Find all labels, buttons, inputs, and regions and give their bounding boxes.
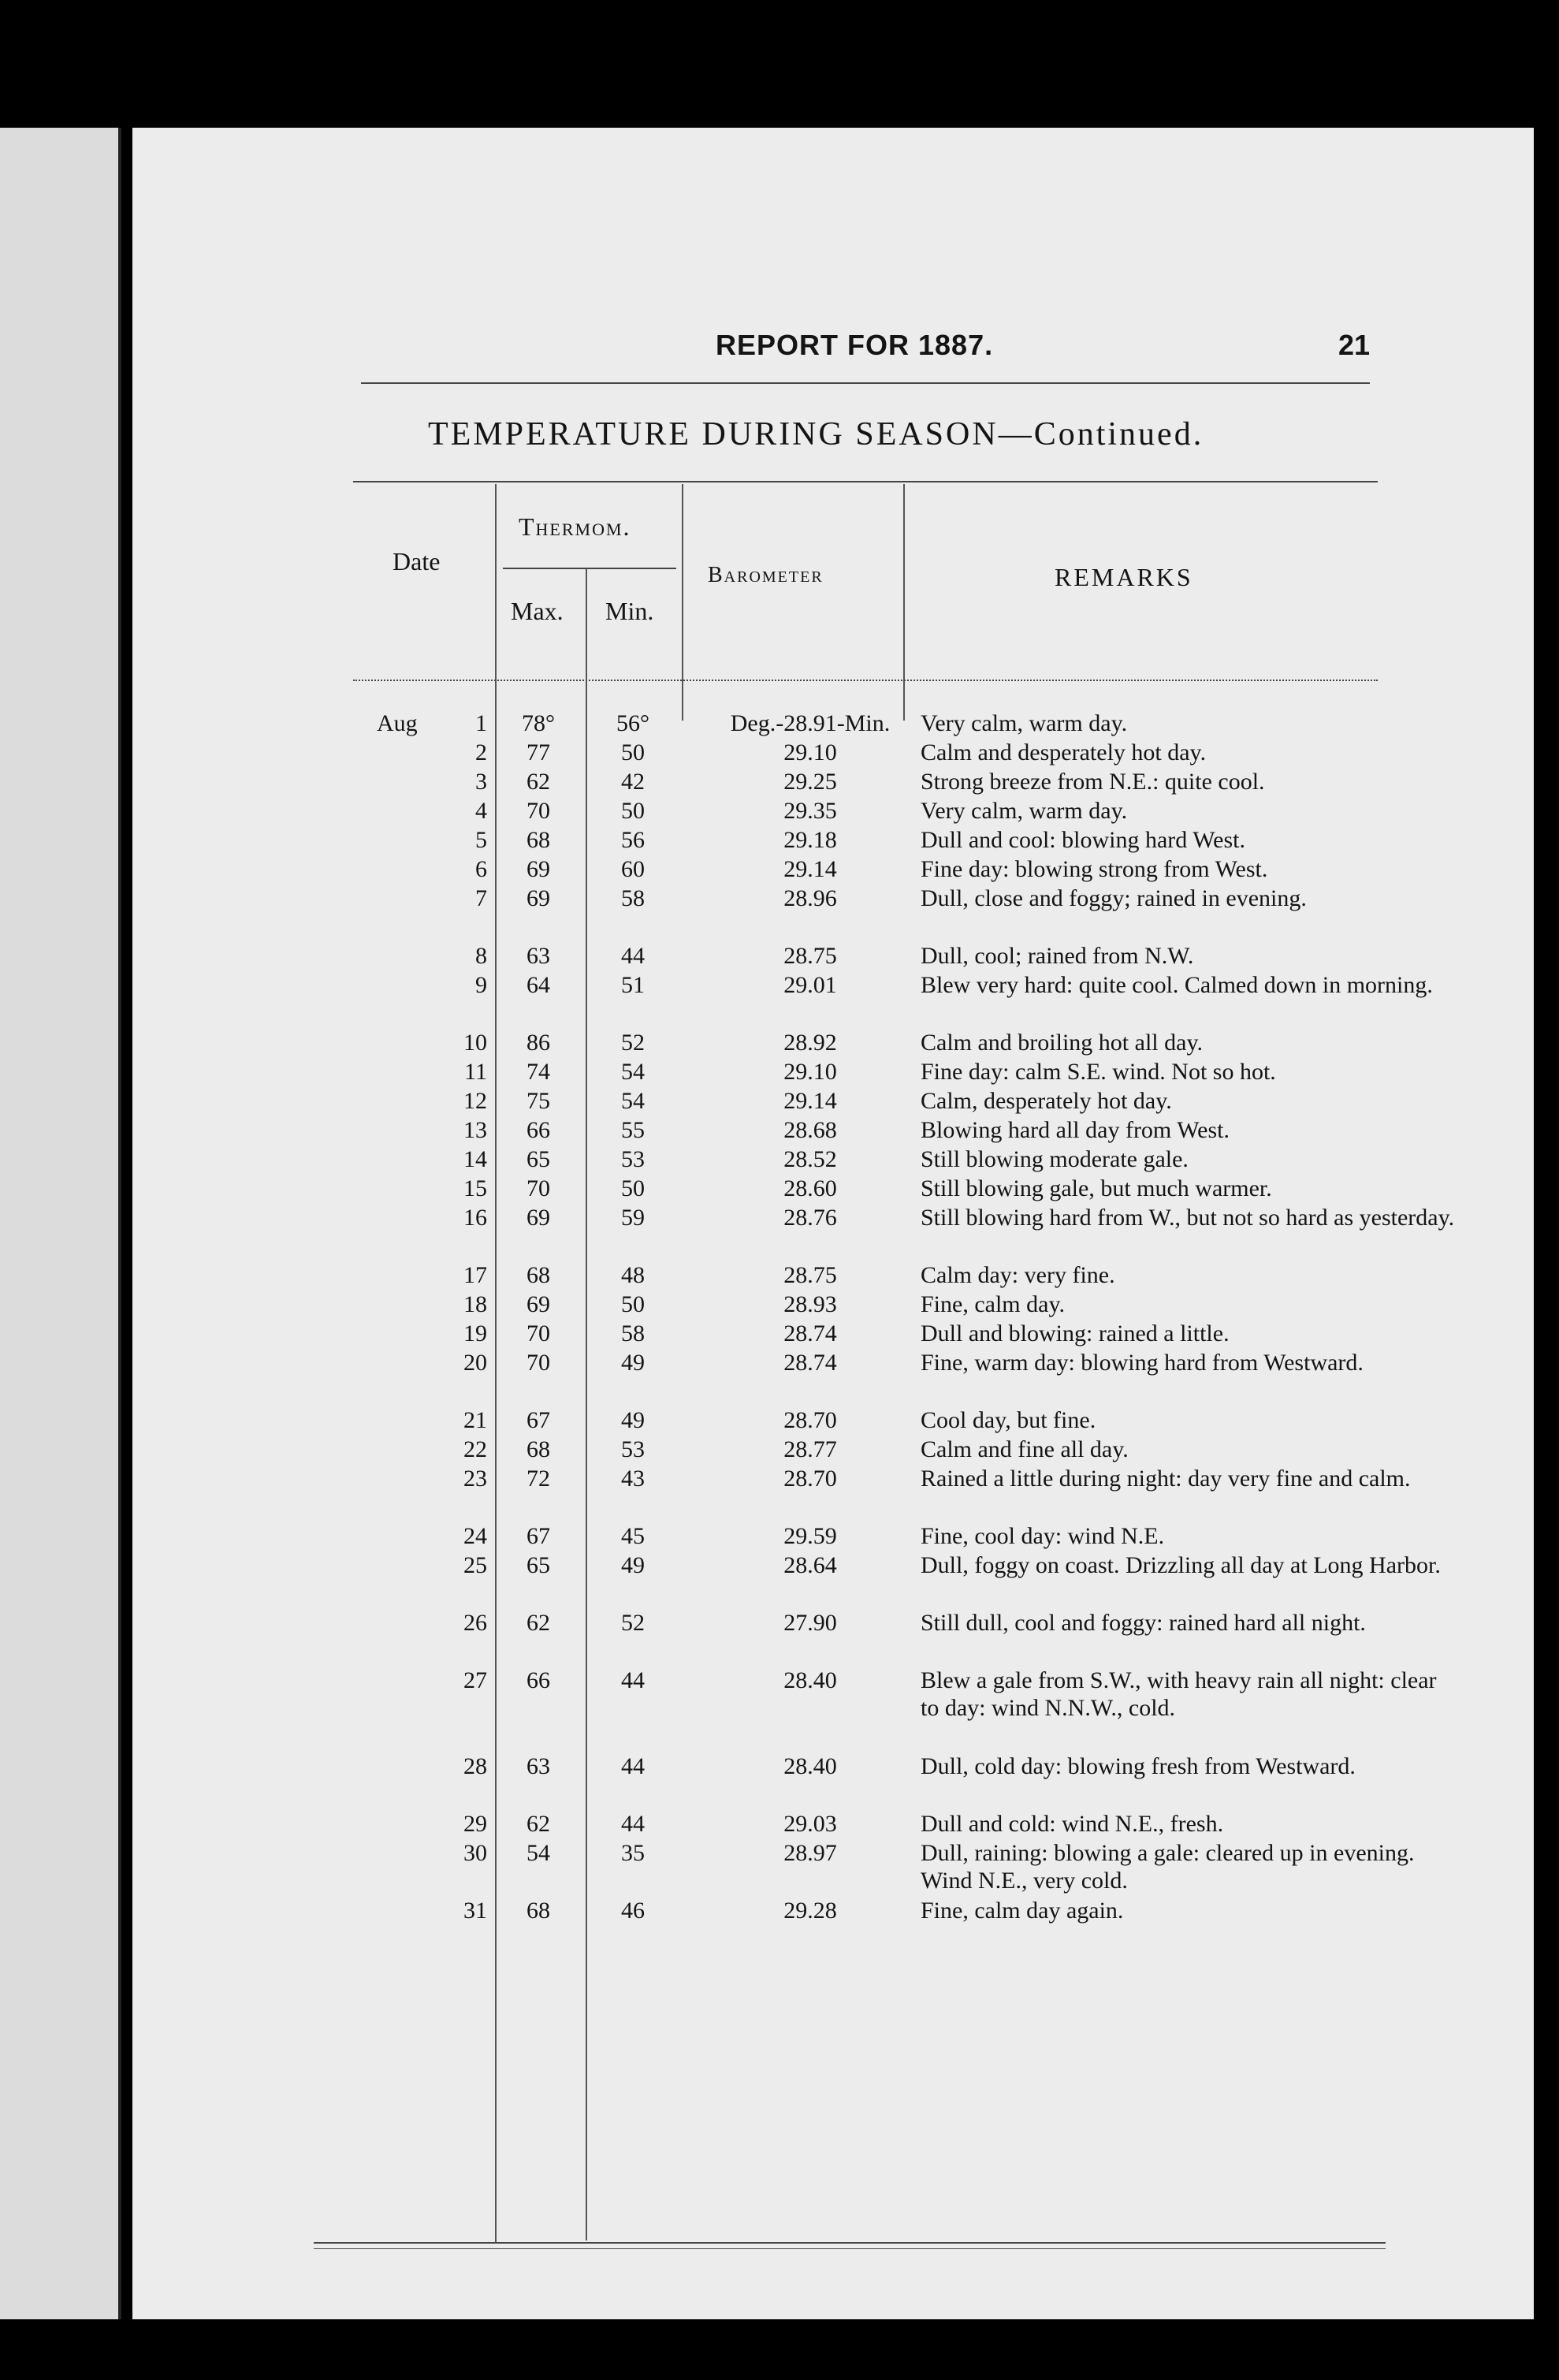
max-temp-cell: 86 bbox=[526, 1030, 550, 1056]
min-temp-cell: 50 bbox=[621, 1291, 645, 1317]
barometer-cell: 29.25 bbox=[783, 769, 837, 795]
remarks-cell: Fine day: calm S.E. wind. Not so hot. bbox=[921, 1059, 1276, 1085]
remarks-cell: Very calm, warm day. bbox=[921, 798, 1128, 824]
barometer-cell: 29.10 bbox=[783, 739, 837, 765]
min-temp-cell: 49 bbox=[621, 1407, 645, 1433]
remarks-cell: Dull, foggy on coast. Drizzling all day at Long Harbor. bbox=[921, 1552, 1441, 1578]
min-temp-cell: 52 bbox=[621, 1610, 645, 1636]
day-cell: 28 bbox=[463, 1753, 487, 1779]
table-row bbox=[132, 1465, 1534, 1499]
barometer-cell: 28.40 bbox=[783, 1753, 837, 1779]
max-temp-cell: 69 bbox=[526, 856, 550, 882]
barometer-cell: 28.76 bbox=[783, 1205, 837, 1231]
max-temp-cell: 69 bbox=[526, 1291, 550, 1317]
min-temp-cell: 43 bbox=[621, 1466, 645, 1492]
max-temp-cell: 70 bbox=[526, 1175, 550, 1201]
max-temp-cell: 70 bbox=[526, 1320, 550, 1346]
barometer-cell: 29.01 bbox=[783, 972, 837, 998]
column-header-remarks: REMARKS bbox=[1055, 563, 1193, 591]
day-cell: 30 bbox=[463, 1840, 487, 1866]
day-cell: 5 bbox=[475, 827, 487, 853]
min-temp-cell: 49 bbox=[621, 1350, 645, 1376]
max-temp-cell: 69 bbox=[526, 885, 550, 911]
month-label: Aug bbox=[377, 710, 418, 736]
day-cell: 19 bbox=[463, 1320, 487, 1346]
barometer-cell: 28.40 bbox=[783, 1667, 837, 1693]
barometer-cell: 27.90 bbox=[783, 1610, 837, 1636]
min-temp-cell: 58 bbox=[621, 885, 645, 911]
column-header-min: Min. bbox=[605, 597, 654, 625]
barometer-cell: Deg.-28.91-Min. bbox=[730, 710, 891, 736]
remarks-cell: Fine, cool day: wind N.E. bbox=[921, 1523, 1165, 1549]
min-temp-cell: 49 bbox=[621, 1552, 645, 1578]
table-row bbox=[132, 1609, 1534, 1644]
max-temp-cell: 66 bbox=[526, 1667, 550, 1693]
max-temp-cell: 68 bbox=[526, 827, 550, 853]
remarks-cell: Fine, warm day: blowing hard from Westward. bbox=[921, 1350, 1364, 1376]
day-cell: 17 bbox=[463, 1262, 487, 1288]
remarks-cell: Blew a gale from S.W., with heavy rain all night: clear to day: wind N.N.W., cold. bbox=[921, 1667, 1437, 1721]
day-cell: 26 bbox=[463, 1610, 487, 1636]
document-page bbox=[132, 128, 1534, 2319]
barometer-cell: 28.93 bbox=[783, 1291, 837, 1317]
max-temp-cell: 66 bbox=[526, 1117, 550, 1143]
remarks-cell: Dull, close and foggy; rained in evening. bbox=[921, 885, 1307, 911]
remarks-cell: Blew very hard: quite cool. Calmed down in morning. bbox=[921, 972, 1433, 998]
min-temp-cell: 44 bbox=[621, 1811, 645, 1837]
remarks-cell: Fine day: blowing strong from West. bbox=[921, 856, 1268, 882]
day-cell: 8 bbox=[475, 943, 487, 969]
day-cell: 16 bbox=[463, 1205, 487, 1231]
day-cell: 20 bbox=[463, 1350, 487, 1376]
table-bottom-rule bbox=[314, 2242, 1386, 2244]
day-cell: 31 bbox=[463, 1898, 487, 1924]
remarks-cell: Rained a little during night: day very fine and calm. bbox=[921, 1466, 1411, 1492]
table-row bbox=[132, 1204, 1534, 1238]
day-cell: 14 bbox=[463, 1146, 487, 1172]
thermom-subheader-rule bbox=[503, 568, 676, 569]
barometer-cell: 28.74 bbox=[783, 1320, 837, 1346]
barometer-cell: 28.75 bbox=[783, 943, 837, 969]
day-cell: 22 bbox=[463, 1436, 487, 1462]
min-temp-cell: 51 bbox=[621, 972, 645, 998]
max-temp-cell: 74 bbox=[526, 1059, 550, 1085]
barometer-cell: 28.96 bbox=[783, 885, 837, 911]
day-cell: 24 bbox=[463, 1523, 487, 1549]
remarks-cell: Still blowing hard from W., but not so hard as yesterday. bbox=[921, 1205, 1455, 1231]
max-temp-cell: 64 bbox=[526, 972, 550, 998]
min-temp-cell: 44 bbox=[621, 1667, 645, 1693]
barometer-cell: 28.92 bbox=[783, 1030, 837, 1056]
min-temp-cell: 53 bbox=[621, 1436, 645, 1462]
max-temp-cell: 69 bbox=[526, 1205, 550, 1231]
day-cell: 23 bbox=[463, 1466, 487, 1492]
min-temp-cell: 54 bbox=[621, 1059, 645, 1085]
barometer-cell: 29.18 bbox=[783, 827, 837, 853]
max-temp-cell: 67 bbox=[526, 1523, 550, 1549]
day-cell: 12 bbox=[463, 1088, 487, 1114]
remarks-cell: Dull, cool; rained from N.W. bbox=[921, 943, 1194, 969]
max-temp-cell: 78° bbox=[522, 710, 555, 736]
barometer-cell: 29.10 bbox=[783, 1059, 837, 1085]
barometer-cell: 28.75 bbox=[783, 1262, 837, 1288]
remarks-cell: Calm and desperately hot day. bbox=[921, 739, 1207, 765]
header-bottom-rule bbox=[353, 680, 1378, 681]
remarks-cell: Dull and cool: blowing hard West. bbox=[921, 827, 1245, 853]
min-temp-cell: 60 bbox=[621, 856, 645, 882]
day-cell: 11 bbox=[464, 1059, 487, 1085]
column-divider-thermom bbox=[682, 484, 683, 721]
min-temp-cell: 53 bbox=[621, 1146, 645, 1172]
max-temp-cell: 68 bbox=[526, 1262, 550, 1288]
remarks-cell: Calm day: very fine. bbox=[921, 1262, 1115, 1288]
max-temp-cell: 62 bbox=[526, 1610, 550, 1636]
min-temp-cell: 50 bbox=[621, 798, 645, 824]
table-row bbox=[132, 1349, 1534, 1384]
column-divider-barometer bbox=[903, 484, 905, 721]
max-temp-cell: 67 bbox=[526, 1407, 550, 1433]
barometer-cell: 28.60 bbox=[783, 1175, 837, 1201]
day-cell: 10 bbox=[463, 1030, 487, 1056]
min-temp-cell: 58 bbox=[621, 1320, 645, 1346]
min-temp-cell: 52 bbox=[621, 1030, 645, 1056]
day-cell: 2 bbox=[475, 739, 487, 765]
barometer-cell: 28.70 bbox=[783, 1466, 837, 1492]
running-header: REPORT FOR 1887. bbox=[716, 329, 994, 361]
day-cell: 21 bbox=[463, 1407, 487, 1433]
max-temp-cell: 68 bbox=[526, 1898, 550, 1924]
barometer-cell: 28.70 bbox=[783, 1407, 837, 1433]
max-temp-cell: 72 bbox=[526, 1466, 550, 1492]
min-temp-cell: 44 bbox=[621, 943, 645, 969]
day-cell: 18 bbox=[463, 1291, 487, 1317]
column-header-max: Max. bbox=[511, 597, 564, 625]
remarks-cell: Dull and cold: wind N.E., fresh. bbox=[921, 1811, 1224, 1837]
remarks-cell: Calm, desperately hot day. bbox=[921, 1088, 1172, 1114]
max-temp-cell: 62 bbox=[526, 769, 550, 795]
min-temp-cell: 54 bbox=[621, 1088, 645, 1114]
remarks-cell: Cool day, but fine. bbox=[921, 1407, 1096, 1433]
barometer-cell: 28.64 bbox=[783, 1552, 837, 1578]
remarks-cell: Dull, cold day: blowing fresh from Westward. bbox=[921, 1753, 1356, 1779]
table-row bbox=[132, 1551, 1534, 1586]
barometer-cell: 28.74 bbox=[783, 1350, 837, 1376]
min-temp-cell: 44 bbox=[621, 1753, 645, 1779]
barometer-cell: 29.28 bbox=[783, 1898, 837, 1924]
remarks-cell: Calm and broiling hot all day. bbox=[921, 1030, 1203, 1056]
remarks-cell: Dull and blowing: rained a little. bbox=[921, 1320, 1230, 1346]
header-rule bbox=[361, 382, 1370, 384]
page-number: 21 bbox=[1338, 329, 1371, 361]
remarks-cell: Blowing hard all day from West. bbox=[921, 1117, 1230, 1143]
remarks-cell: Calm and fine all day. bbox=[921, 1436, 1129, 1462]
min-temp-cell: 56° bbox=[616, 710, 649, 736]
remarks-cell: Still blowing gale, but much warmer. bbox=[921, 1175, 1272, 1201]
day-cell: 6 bbox=[475, 856, 487, 882]
table-row bbox=[132, 1752, 1534, 1787]
max-temp-cell: 65 bbox=[526, 1146, 550, 1172]
day-cell: 29 bbox=[463, 1811, 487, 1837]
min-temp-cell: 45 bbox=[621, 1523, 645, 1549]
day-cell: 9 bbox=[475, 972, 487, 998]
day-cell: 27 bbox=[463, 1667, 487, 1693]
barometer-cell: 29.03 bbox=[783, 1811, 837, 1837]
min-temp-cell: 46 bbox=[621, 1898, 645, 1924]
min-temp-cell: 55 bbox=[621, 1117, 645, 1143]
barometer-cell: 29.35 bbox=[783, 798, 837, 824]
remarks-cell: Still blowing moderate gale. bbox=[921, 1146, 1189, 1172]
remarks-cell: Fine, calm day again. bbox=[921, 1898, 1124, 1924]
day-cell: 1 bbox=[475, 710, 487, 736]
max-temp-cell: 63 bbox=[526, 943, 550, 969]
remarks-cell: Still dull, cool and foggy: rained hard all night. bbox=[921, 1610, 1366, 1636]
day-cell: 4 bbox=[475, 798, 487, 824]
table-row bbox=[132, 1667, 1534, 1721]
table-row bbox=[132, 971, 1534, 1006]
barometer-cell: 28.68 bbox=[783, 1117, 837, 1143]
table-row bbox=[132, 1839, 1534, 1894]
table-row bbox=[132, 885, 1534, 919]
column-header-thermom: Thermom. bbox=[519, 512, 631, 541]
previous-page-edge bbox=[0, 128, 121, 2319]
column-header-date: Date bbox=[393, 547, 441, 575]
day-cell: 3 bbox=[475, 769, 487, 795]
barometer-cell: 28.97 bbox=[783, 1840, 837, 1866]
remarks-cell: Very calm, warm day. bbox=[921, 710, 1128, 736]
table-row bbox=[132, 1897, 1534, 1931]
barometer-cell: 28.77 bbox=[783, 1436, 837, 1462]
min-temp-cell: 48 bbox=[621, 1262, 645, 1288]
min-temp-cell: 50 bbox=[621, 739, 645, 765]
min-temp-cell: 35 bbox=[621, 1840, 645, 1866]
remarks-cell: Strong breeze from N.E.: quite cool. bbox=[921, 769, 1265, 795]
barometer-cell: 28.52 bbox=[783, 1146, 837, 1172]
table-top-rule bbox=[353, 481, 1378, 482]
barometer-cell: 29.59 bbox=[783, 1523, 837, 1549]
day-cell: 13 bbox=[463, 1117, 487, 1143]
max-temp-cell: 70 bbox=[526, 798, 550, 824]
max-temp-cell: 77 bbox=[526, 739, 550, 765]
table-bottom-rule-2 bbox=[314, 2248, 1386, 2249]
remarks-cell: Dull, raining: blowing a gale: cleared up in evening. Wind N.E., very cold. bbox=[921, 1840, 1415, 1894]
min-temp-cell: 42 bbox=[621, 769, 645, 795]
max-temp-cell: 63 bbox=[526, 1753, 550, 1779]
barometer-cell: 29.14 bbox=[783, 1088, 837, 1114]
min-temp-cell: 56 bbox=[621, 827, 645, 853]
max-temp-cell: 54 bbox=[526, 1840, 550, 1866]
max-temp-cell: 70 bbox=[526, 1350, 550, 1376]
min-temp-cell: 50 bbox=[621, 1175, 645, 1201]
max-temp-cell: 65 bbox=[526, 1552, 550, 1578]
section-title: TEMPERATURE DURING SEASON—Continued. bbox=[428, 416, 1204, 453]
min-temp-cell: 59 bbox=[621, 1205, 645, 1231]
day-cell: 15 bbox=[463, 1175, 487, 1201]
day-cell: 7 bbox=[475, 885, 487, 911]
max-temp-cell: 62 bbox=[526, 1811, 550, 1837]
column-header-barometer: Barometer bbox=[708, 563, 824, 587]
remarks-cell: Fine, calm day. bbox=[921, 1291, 1066, 1317]
day-cell: 25 bbox=[463, 1552, 487, 1578]
barometer-cell: 29.14 bbox=[783, 856, 837, 882]
max-temp-cell: 68 bbox=[526, 1436, 550, 1462]
max-temp-cell: 75 bbox=[526, 1088, 550, 1114]
